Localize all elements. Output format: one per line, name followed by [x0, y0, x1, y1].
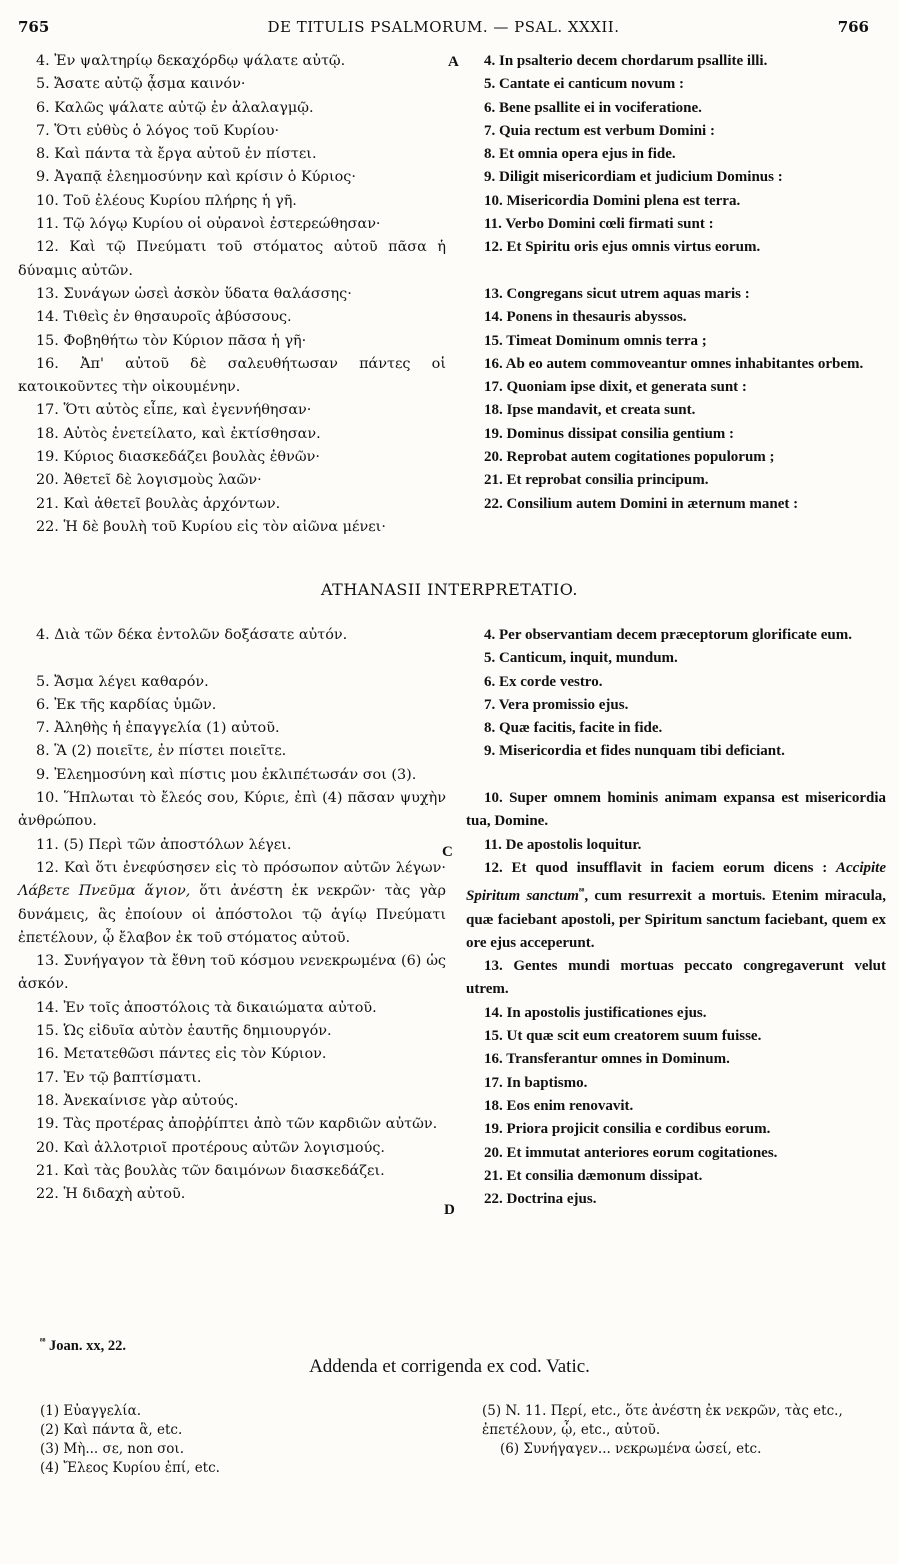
verse-latin: 5. Canticum, inquit, mundum. — [484, 650, 678, 667]
verse-latin: 7. Quia rectum est verbum Domini : — [484, 122, 715, 139]
verse-greek: 6. Καλῶς ψάλατε αὐτῷ ἐν ἀλαλαγμῷ. — [36, 99, 314, 116]
footnote-ref: ⁸⁸ — [578, 886, 585, 897]
verse-greek: 20. Καὶ ἀλλοτριοῖ προτέρους αὐτῶν λογισμούς. — [36, 1139, 385, 1156]
verse-latin — [466, 857, 886, 955]
verse-greek: 21. Καὶ τὰς βουλὰς τῶν δαιμόνων διασκεδάζει. — [36, 1162, 385, 1179]
verse-greek: 5. Ἄσατε αὐτῷ ᾆσμα καινόν· — [36, 76, 246, 93]
quotation-latin: Accipite Spiritum sanctum — [466, 859, 886, 905]
quotation-greek: Λάβετε Πνεῦμα ἅγιον, — [18, 883, 191, 900]
interpretation-greek-column — [18, 624, 446, 1206]
page-number-right: 766 — [837, 18, 869, 36]
verse-latin: 11. Verbo Domini cœli firmati sunt : — [484, 216, 714, 233]
verse-latin: 22. Consilium autem Domini in æternum manet : — [484, 495, 799, 512]
verse-greek: 17. Ἐν τῷ βαπτίσματι. — [36, 1069, 202, 1086]
verse-latin: 18. Eos enim renovavit. — [484, 1097, 634, 1114]
addenda-left-column — [40, 1402, 440, 1478]
verse-greek: 16. Μετατεθῶσι πάντες εἰς τὸν Κύριον. — [36, 1046, 327, 1063]
interpretation-latin-column — [466, 624, 886, 1211]
verse-latin: 21. Et consilia dæmonum dissipat. — [484, 1167, 703, 1184]
verse-latin: 5. Cantate ei canticum novum : — [484, 76, 684, 93]
addenda-note-continuation: ἐπετέλουν, ᾧ, etc., αὐτοῦ. — [482, 1422, 661, 1438]
verse-latin: 8. Quæ facitis, facite in fide. — [484, 720, 663, 737]
verse-latin: 16. Ab eo autem commoveantur omnes inhabitantes orbem. — [484, 355, 864, 372]
verse-latin: 8. Et omnia opera ejus in fide. — [484, 146, 676, 163]
verse-greek: 11. (5) Περὶ τῶν ἀποστόλων λέγει. — [36, 836, 292, 853]
verse-greek: 22. Ἡ διδαχὴ αὐτοῦ. — [36, 1186, 186, 1203]
verse-latin: 9. Diligit misericordiam et judicium Dominus : — [484, 169, 783, 186]
verse-greek: 20. Ἀθετεῖ δὲ λογισμοὺς λαῶν· — [36, 472, 262, 489]
verse-latin-part: 12. Et quod insufflavit in faciem eorum dicens : — [484, 859, 828, 876]
verse-latin: 10. Super omnem hominis animam expansa est misericordia tua, Domine. — [466, 790, 886, 830]
verse-greek: 18. Ἀνεκαίνισε γὰρ αὐτούς. — [36, 1092, 239, 1109]
verse-greek-part: 12. Καὶ ὅτι ἐνεφύσησεν εἰς τὸ πρόσωπον αὐτῶν λέγων· — [36, 859, 446, 876]
addenda-note: (5) N. 11. Περί, etc., ὅτε ἀνέστη ἐκ νεκρῶν, τὰς etc., — [482, 1403, 843, 1419]
verse-latin: 19. Dominus dissipat consilia gentium : — [484, 425, 735, 442]
verse-greek: 15. Ὡς εἰδυῖα αὐτὸν ἑαυτῆς δημιουργόν. — [36, 1023, 332, 1040]
verse-greek: 13. Συνήγαγον τὰ ἔθνη τοῦ κόσμου νενεκρωμένα (6) ὡς ἀσκόν. — [18, 953, 446, 993]
psalm-latin-column — [466, 50, 886, 516]
addenda-right-column — [482, 1402, 887, 1459]
verse-greek: 21. Καὶ ἀθετεῖ βουλὰς ἀρχόντων. — [36, 495, 281, 512]
verse-latin: 20. Et immutat anteriores eorum cogitationes. — [484, 1144, 778, 1161]
verse-greek: 12. Καὶ τῷ Πνεύματι τοῦ στόματος αὐτοῦ πᾶσα ἡ δύναμις αὐτῶν. — [18, 239, 446, 279]
verse-latin: 12. Et Spiritu oris ejus omnis virtus eorum. — [484, 239, 761, 256]
footnote — [40, 1336, 126, 1355]
margin-marker-a: A — [448, 54, 459, 70]
verse-greek: 16. Ἀπ' αὐτοῦ δὲ σαλευθήτωσαν πάντες οἱ κατοικοῦντες τὴν οἰκουμένην. — [18, 355, 446, 396]
verse-greek: 10. Τοῦ ἐλέους Κυρίου πλήρης ἡ γῆ. — [36, 192, 297, 209]
verse-greek: 13. Συνάγων ὡσεὶ ἀσκὸν ὕδατα θαλάσσης· — [36, 285, 352, 302]
verse-greek: 5. Ἄσμα λέγει καθαρόν. — [36, 673, 209, 690]
verse-latin: 21. Et reprobat consilia principum. — [484, 472, 709, 489]
verse-greek: 19. Κύριος διασκεδάζει βουλὰς ἐθνῶν· — [36, 449, 320, 466]
verse-greek — [18, 857, 446, 950]
addenda-note: (6) Συνήγαγεν... νεκρωμένα ὡσεί, etc. — [500, 1441, 762, 1457]
verse-greek: 9. Ἐλεημοσύνη καὶ πίστις μου ἐκλιπέτωσάν σοι (3). — [36, 766, 417, 783]
addenda-note: (1) Εὐαγγελία. — [40, 1403, 141, 1419]
verse-greek: 22. Ἡ δὲ βουλὴ τοῦ Κυρίου εἰς τὸν αἰῶνα μένει· — [36, 518, 386, 535]
footnote-text: Joan. xx, 22. — [49, 1337, 126, 1354]
verse-latin: 15. Ut quæ scit eum creatorem suum fuisse. — [484, 1028, 762, 1045]
addenda-title: Addenda et corrigenda ex cod. Vatic. — [309, 1356, 590, 1377]
verse-latin: 4. Per observantiam decem præceptorum glorificate eum. — [484, 627, 852, 643]
verse-latin: 7. Vera promissio ejus. — [484, 696, 629, 713]
verse-greek: 9. Ἀγαπᾷ ἐλεημοσύνην καὶ κρίσιν ὁ Κύριος· — [36, 169, 356, 186]
verse-latin: 4. In psalterio decem chordarum psallite illi. — [484, 53, 768, 69]
verse-latin: 13. Gentes mundi mortuas peccato congregaverunt velut utrem. — [466, 958, 886, 998]
psalm-greek-column — [18, 50, 446, 539]
verse-latin: 13. Congregans sicut utrem aquas maris : — [484, 285, 750, 302]
verse-latin: 11. De apostolis loquitur. — [484, 836, 642, 853]
verse-latin: 17. In baptismo. — [484, 1074, 588, 1091]
verse-latin: 20. Reprobat autem cogitationes populorum ; — [484, 449, 775, 466]
verse-latin-part: , cum resurrexit a mortuis. Etenim miracula, quæ faciebant apostoli, per Spiritum sanctum faciebant, quem ex ore ejus acceperunt. — [466, 888, 886, 951]
verse-latin: 22. Doctrina ejus. — [484, 1191, 597, 1208]
verse-greek: 14. Ἐν τοῖς ἀποστόλοις τὰ δικαιώματα αὐτοῦ. — [36, 999, 377, 1016]
verse-latin: 14. Ponens in thesauris abyssos. — [484, 309, 687, 326]
running-title: DE TITULIS PSALMORUM. — PSAL. XXXII. — [267, 18, 620, 36]
addenda-note: (4) Ἔλεος Κυρίου ἐπί, etc. — [40, 1460, 220, 1476]
verse-latin: 15. Timeat Dominum omnis terra ; — [484, 332, 707, 349]
verse-greek: 7. Ἀληθὴς ἡ ἐπαγγελία (1) αὐτοῦ. — [36, 720, 280, 737]
verse-greek: 8. Ἃ (2) ποιεῖτε, ἐν πίστει ποιεῖτε. — [36, 743, 287, 760]
verse-latin: 10. Misericordia Domini plena est terra. — [484, 192, 741, 209]
verse-greek: 4. Διὰ τῶν δέκα ἐντολῶν δοξάσατε αὐτόν. — [36, 627, 348, 643]
verse-greek: 4. Ἐν ψαλτηρίῳ δεκαχόρδῳ ψάλατε αὐτῷ. — [36, 53, 346, 69]
verse-greek: 7. Ὅτι εὐθὺς ὁ λόγος τοῦ Κυρίου· — [36, 122, 280, 139]
verse-greek: 19. Τὰς προτέρας ἀποῤῥίπτει ἀπὸ τῶν καρδιῶν αὐτῶν. — [36, 1116, 438, 1133]
verse-latin: 9. Misericordia et fides nunquam tibi deficiant. — [484, 743, 785, 760]
verse-latin: 14. In apostolis justificationes ejus. — [484, 1004, 707, 1021]
addenda-note: (2) Καὶ πάντα ἃ, etc. — [40, 1422, 183, 1438]
footnote-mark: ⁸⁸ — [40, 1336, 46, 1346]
verse-greek: 14. Τιθεὶς ἐν θησαυροῖς ἀβύσσους. — [36, 309, 292, 326]
verse-latin: 16. Transferantur omnes in Dominum. — [484, 1051, 730, 1068]
verse-greek: 15. Φοβηθήτω τὸν Κύριον πᾶσα ἡ γῆ· — [36, 332, 307, 349]
section-title: ATHANASII INTERPRETATIO. — [320, 580, 579, 599]
verse-greek: 17. Ὅτι αὐτὸς εἶπε, καὶ ἐγεννήθησαν· — [36, 402, 312, 419]
addenda-note: (3) Μὴ... σε, non σοι. — [40, 1441, 185, 1457]
margin-marker-d: D — [444, 1202, 455, 1218]
verse-greek: 18. Αὐτὸς ἐνετείλατο, καὶ ἐκτίσθησαν. — [36, 425, 321, 442]
verse-latin: 17. Quoniam ipse dixit, et generata sunt : — [484, 379, 747, 396]
verse-latin: 6. Ex corde vestro. — [484, 673, 603, 690]
verse-greek: 11. Τῷ λόγῳ Κυρίου οἱ οὐρανοὶ ἐστερεώθησαν· — [36, 216, 381, 233]
margin-marker-c: C — [442, 844, 453, 860]
verse-greek: 8. Καὶ πάντα τὰ ἔργα αὐτοῦ ἐν πίστει. — [36, 146, 317, 163]
verse-greek: 6. Ἐκ τῆς καρδίας ὑμῶν. — [36, 696, 217, 713]
verse-greek: 10. Ἥπλωται τὸ ἔλεός σου, Κύριε, ἐπὶ (4) πᾶσαν ψυχὴν ἀνθρώπου. — [18, 790, 446, 830]
verse-latin: 19. Priora projicit consilia e cordibus eorum. — [484, 1121, 771, 1138]
page-number-left: 765 — [18, 18, 50, 36]
verse-latin: 6. Bene psallite ei in vociferatione. — [484, 99, 702, 116]
verse-latin: 18. Ipse mandavit, et creata sunt. — [484, 402, 696, 419]
verse-greek-part: ὅτι ἀνέστη ἐκ νεκρῶν· τὰς γὰρ δυνάμεις, ἃς ἐποίουν οἱ ἀπόστολοι τῷ ἁγίῳ Πνεύματι ἐπετέλουν, ᾧ ἔλαβον ἐκ τοῦ στόματος αὐτοῦ. — [18, 883, 446, 946]
running-head — [18, 18, 869, 40]
